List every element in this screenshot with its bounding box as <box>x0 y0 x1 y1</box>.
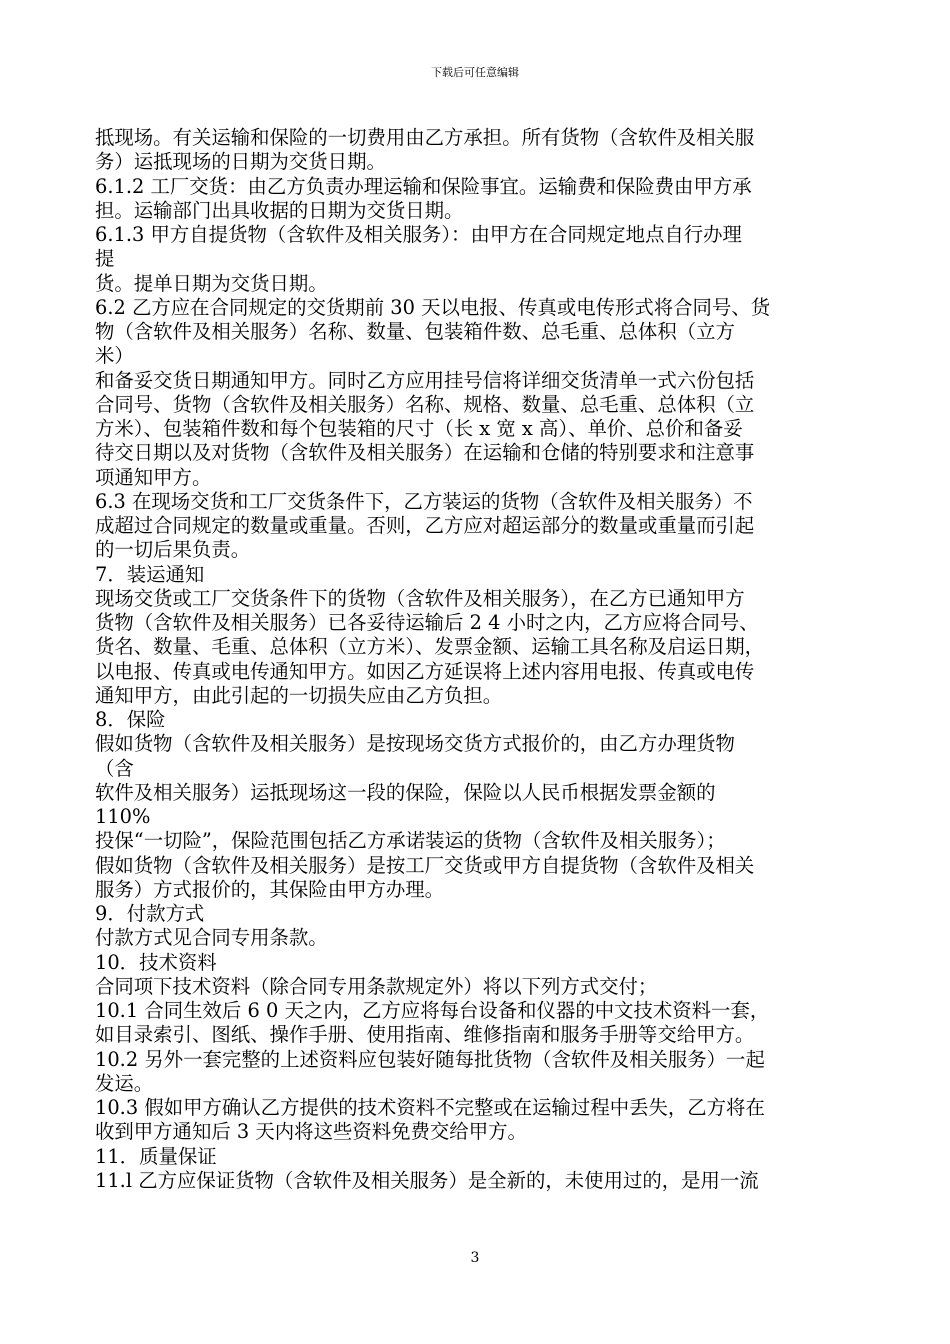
text-line: 提 <box>95 247 115 271</box>
text-line: 假如货物（含软件及相关服务）是按工厂交货或甲方自提货物（含软件及相关 <box>95 853 755 877</box>
text-line: 10.3 假如甲方确认乙方提供的技术资料不完整或在运输过程中丢失，乙方将在 <box>95 1096 765 1119</box>
text-line: 成超过合同规定的数量或重量。否则，乙方应对超运部分的数量或重量而引起 <box>95 514 755 537</box>
text-line: 以电报、传真或电传通知甲方。如因乙方延误将上述内容用电报、传真或电传 <box>95 659 755 683</box>
text-line: 通知甲方，由此引起的一切损失应由乙方负担。 <box>95 683 503 707</box>
section-heading: 7．装运通知 <box>95 562 205 586</box>
text-line: 货名、数量、毛重、总体积（立方米）、发票金额、运输工具名称及启运日期， <box>95 635 764 659</box>
page-header-note: 下载后可任意编辑 <box>431 66 519 79</box>
text-line: 10.1 合同生效后 6 0 天之内，乙方应将每台设备和仪器的中文技术资料一套， <box>95 999 770 1022</box>
text-line: 6.1.3 甲方自提货物（含软件及相关服务）：由甲方在合同规定地点自行办理 <box>95 223 742 246</box>
text-line: 和备妥交货日期通知甲方。同时乙方应用挂号信将详细交货清单一式六份包括 <box>95 368 755 392</box>
text-line: （含 <box>95 756 134 780</box>
text-line: 11.l 乙方应保证货物（含软件及相关服务）是全新的，未使用过的，是用一流 <box>95 1168 759 1192</box>
document-body <box>95 126 865 1193</box>
text-line: 合同号、货物（含软件及相关服务）名称、规格、数量、总毛重、总体积（立 <box>95 392 755 416</box>
text-line: 担。运输部门出具收据的日期为交货日期。 <box>95 198 464 222</box>
text-line: 收到甲方通知后 3 天内将这些资料免费交给甲方。 <box>95 1120 527 1144</box>
text-line: 付款方式见合同专用条款。 <box>95 926 328 950</box>
section-heading: 8．保险 <box>95 708 166 731</box>
text-line: 6.2 乙方应在合同规定的交货期前 30 天以电报、传真或电传形式将合同号、货 <box>95 295 771 319</box>
section-heading: 11．质量保证 <box>95 1144 217 1168</box>
text-line: 110% <box>95 805 151 828</box>
section-heading: 10．技术资料 <box>95 950 217 974</box>
text-line: 抵现场。有关运输和保险的一切费用由乙方承担。所有货物（含软件及相关服 <box>95 126 755 149</box>
text-line: 6.1.2 工厂交货：由乙方负责办理运输和保险事宜。运输费和保险费由甲方承 <box>95 174 752 198</box>
text-line: 的一切后果负责。 <box>95 538 251 562</box>
text-line: 物（含软件及相关服务）名称、数量、包装箱件数、总毛重、总体积（立方 <box>95 320 735 343</box>
page-number: 3 <box>470 1250 480 1266</box>
section-heading: 9．付款方式 <box>95 902 205 925</box>
text-line: 货物（含软件及相关服务）已各妥待运输后 2 4 小时之内，乙方应将合同号、 <box>95 611 759 634</box>
text-line: 米） <box>95 344 134 368</box>
text-line: 现场交货或工厂交货条件下的货物（含软件及相关服务），在乙方已通知甲方 <box>95 586 745 610</box>
text-line: 如目录索引、图纸、操作手册、使用指南、维修指南和服务手册等交给甲方。 <box>95 1023 755 1047</box>
text-line: 待交日期以及对货物（含软件及相关服务）在运输和仓储的特别要求和注意事 <box>95 441 755 465</box>
text-line: 6.3 在现场交货和工厂交货条件下，乙方装运的货物（含软件及相关服务）不 <box>95 489 753 513</box>
text-line: 项通知甲方。 <box>95 465 212 489</box>
text-line: 假如货物（含软件及相关服务）是按现场交货方式报价的，由乙方办理货物 <box>95 732 735 756</box>
text-line: 方米）、包装箱件数和每个包装箱的尺寸（长 x 宽 x 高）、单价、总价和备妥 <box>95 417 743 440</box>
text-line: 货。提单日期为交货日期。 <box>95 271 328 295</box>
text-line: 务）运抵现场的日期为交货日期。 <box>95 150 386 174</box>
text-line: 合同项下技术资料（除合同专用条款规定外）将以下列方式交付； <box>95 974 658 998</box>
text-line: 服务）方式报价的，其保险由甲方办理。 <box>95 877 445 901</box>
text-line: 投保“一切险”，保险范围包括乙方承诺装运的货物（含软件及相关服务）； <box>95 829 726 853</box>
text-line: 软件及相关服务）运抵现场这一段的保险，保险以人民币根据发票金额的 <box>95 780 716 804</box>
text-line: 发运。 <box>95 1071 154 1095</box>
text-line: 10.2 另外一套完整的上述资料应包装好随每批货物（含软件及相关服务）一起 <box>95 1047 765 1071</box>
